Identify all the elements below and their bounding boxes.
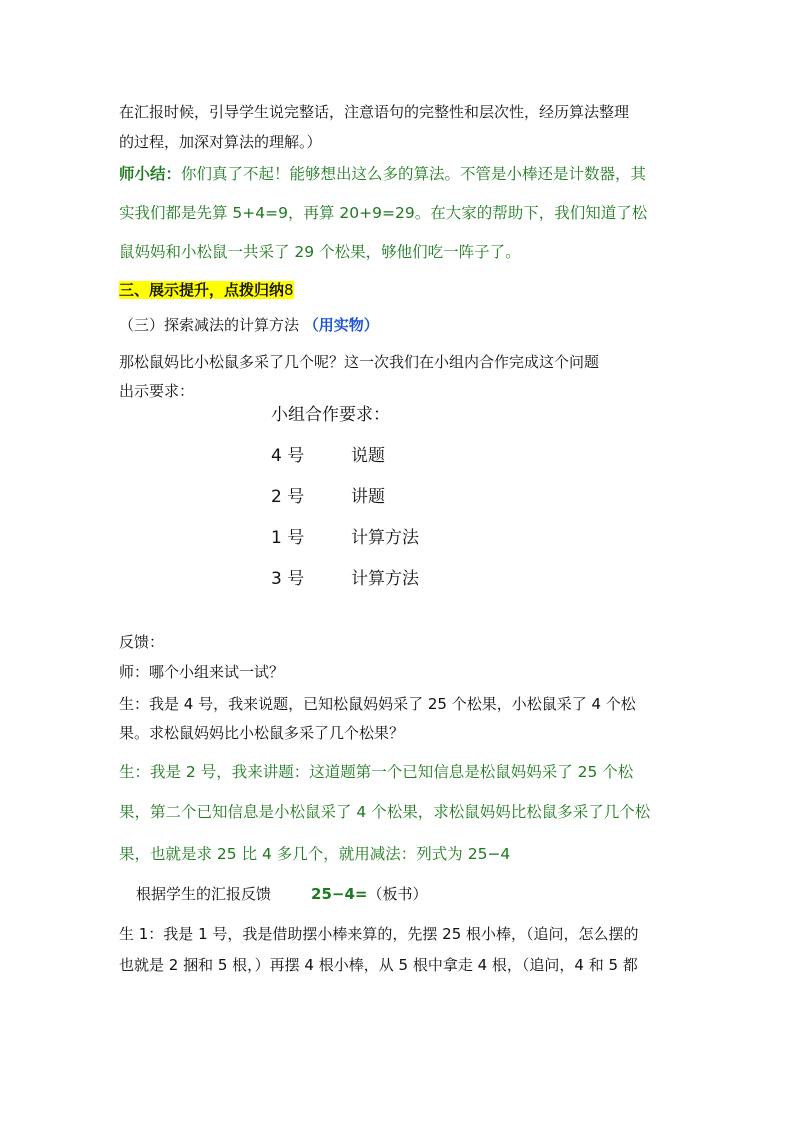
subsection-highlight: （用实物） (303, 316, 379, 334)
requirement-item (271, 567, 419, 591)
summary-line: 鼠妈妈和小松鼠一共采了 29 个松果，够他们吃一阵子了。 (119, 243, 521, 261)
summary-line: 实我们都是先算 5+4=9，再算 20+9=29。在大家的帮助下，我们知道了松 (119, 204, 648, 222)
student2-line: 生：我是 2 号，我来讲题：这道题第一个已知信息是松鼠妈妈采了 25 个松 (119, 763, 634, 781)
board-label: 根据学生的汇报反馈 (136, 885, 272, 903)
section-title: 三、展示提升，点拨归纳 (119, 281, 285, 299)
summary-text: 你们真了不起！能够想出这么多的算法。不管是小棒还是计数器，其 (181, 165, 647, 183)
subsection-heading (119, 314, 379, 336)
student1-line: 生 1：我是 1 号，我是借助摆小棒来算的，先摆 25 根小棒，（追问，怎么摆的 (119, 925, 639, 943)
requirement-num: 3 号 (271, 569, 305, 589)
requirement-task: 说题 (351, 446, 385, 466)
student1-line: 也就是 2 捆和 5 根，）再摆 4 根小棒，从 5 根中拿走 4 根，（追问，4 和 5 都 (119, 956, 638, 974)
requirement-item (271, 485, 385, 509)
requirements-title: 小组合作要求： (271, 405, 390, 425)
requirement-num: 4 号 (271, 446, 305, 466)
requirement-item (271, 444, 385, 468)
student4-line: 生：我是 4 号，我来说题，已知松鼠妈妈采了 25 个松果，小松鼠采了 4 个松 (119, 695, 636, 713)
question-line: 出示要求： (119, 382, 195, 400)
student4-line: 果。求松鼠妈妈比小松鼠多采了几个松果？ (119, 724, 405, 742)
teacher-line: 师：哪个小组来试一试？ (119, 663, 285, 681)
question-line: 那松鼠妈比小松鼠多采了几个呢？这一次我们在小组内合作完成这个问题 (119, 353, 600, 371)
section-heading (119, 279, 294, 301)
summary-line (119, 163, 646, 185)
board-note: （板书） (367, 885, 428, 903)
requirement-item (271, 526, 419, 550)
subsection-title: （三）探索减法的计算方法 (119, 316, 304, 334)
requirement-task: 计算方法 (351, 569, 419, 589)
requirement-task: 计算方法 (351, 528, 419, 548)
para-line: 的过程，加深对算法的理解。） (119, 133, 322, 151)
requirement-num: 2 号 (271, 487, 305, 507)
board-formula: 25−4= (311, 885, 368, 903)
board-line (136, 883, 427, 905)
section-time: 8 (284, 281, 294, 299)
requirement-num: 1 号 (271, 528, 305, 548)
para-line: 在汇报时候，引导学生说完整话，注意语句的完整性和层次性，经历算法整理 (119, 103, 630, 121)
summary-label: 师小结： (119, 165, 182, 183)
feedback-label: 反馈： (119, 633, 165, 651)
requirement-task: 讲题 (351, 487, 385, 507)
student2-line: 果，第二个已知信息是小松鼠采了 4 个松果，求松鼠妈妈比松鼠多采了几个松 (119, 803, 651, 821)
student2-line: 果，也就是求 25 比 4 多几个，就用减法：列式为 25−4 (119, 845, 511, 863)
